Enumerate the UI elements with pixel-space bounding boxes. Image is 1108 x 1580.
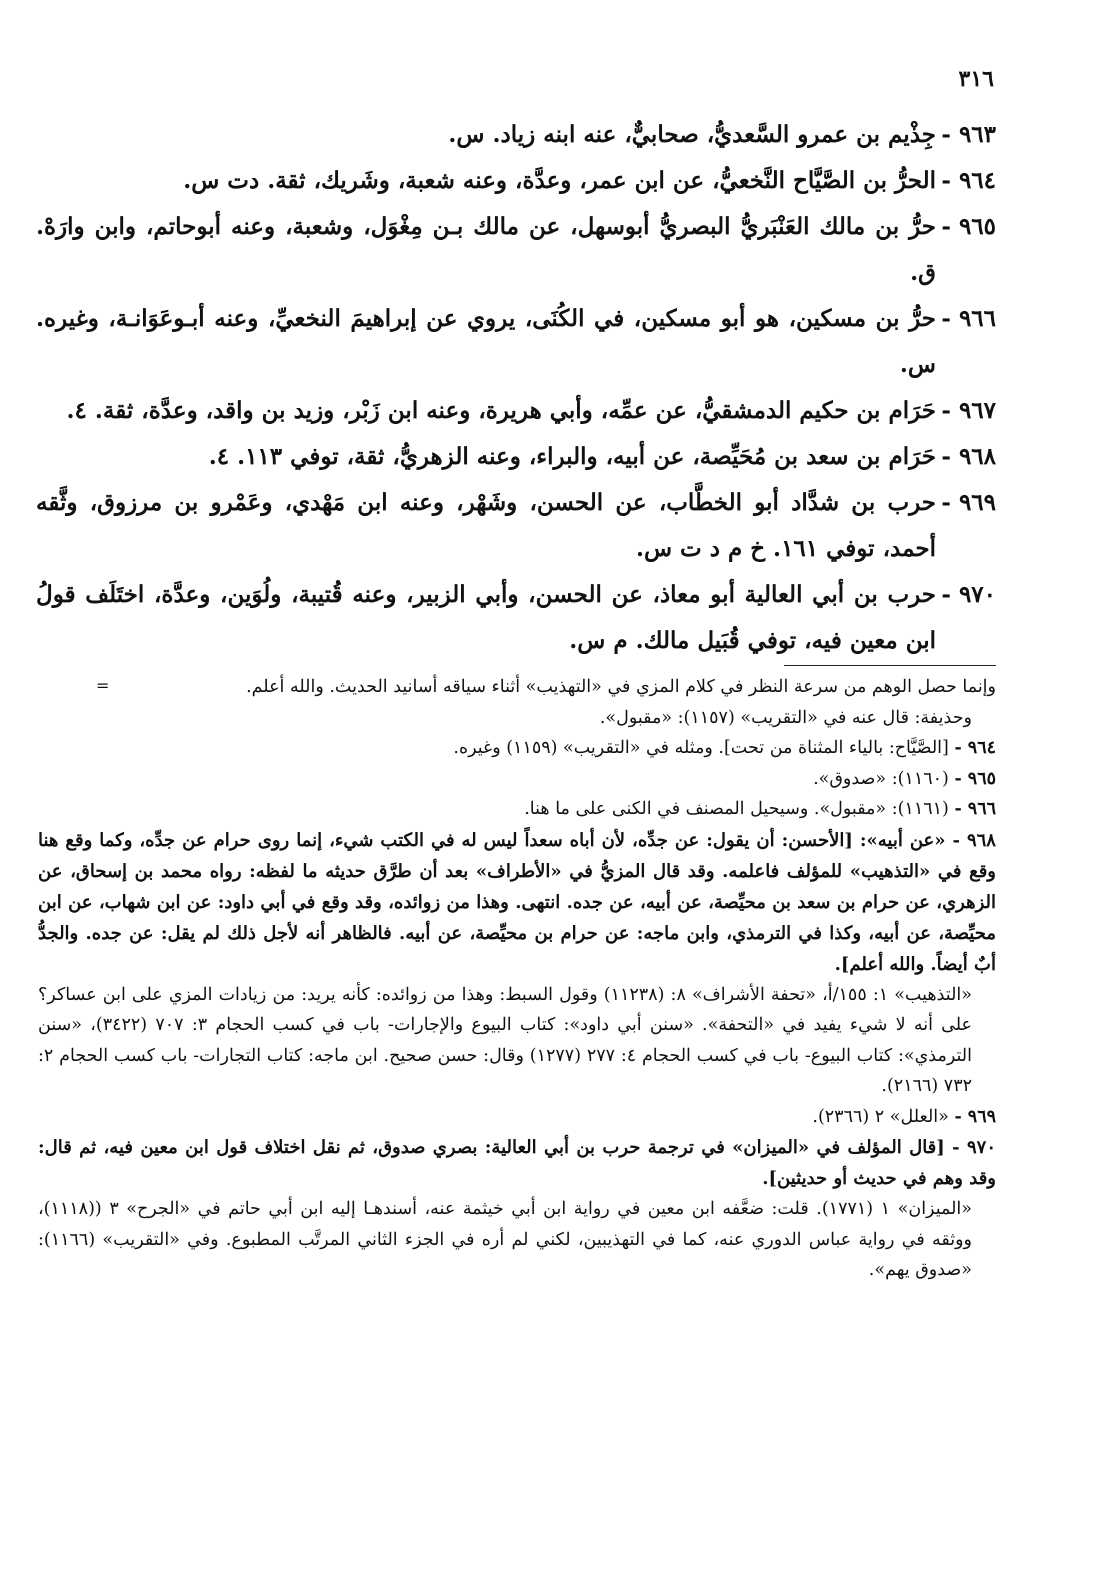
entry-number: ٩٦٤ - <box>941 167 996 194</box>
entry-number: ٩٧٠ - <box>941 581 996 608</box>
footnote-divider <box>784 665 996 666</box>
note-970-sources <box>38 1194 996 1286</box>
note-964 <box>38 733 996 764</box>
note-number: ٩٦٥ - <box>954 768 996 789</box>
note-966 <box>38 794 996 825</box>
entry-text: حرُّ بن مسكين، هو أبو مسكين، في الكُنَى، يروي عن إبراهيمَ النخعيِّ، وعنه أبـوعَوَانـة، وغيره. س. <box>36 305 936 378</box>
note-number: ٩٦٩ - <box>954 1106 996 1127</box>
entry-965 <box>36 204 996 296</box>
note-number: ٩٦٨ - <box>952 829 996 851</box>
entry-text: جِذْيم بن عمرو السَّعديُّ، صحابيٌّ، عنه ابنه زياد. س. <box>448 121 936 148</box>
entry-964 <box>36 158 996 204</box>
main-text <box>36 112 996 664</box>
entry-text: حَرَام بن حكيم الدمشقيُّ، عن عمِّه، وأبي هريرة، وعنه ابن زَبْر، وزيد بن واقد، وعدَّة، ثقة. ٤. <box>66 397 936 424</box>
entry-966 <box>36 296 996 388</box>
entry-969 <box>36 480 996 572</box>
note-968-sources <box>38 980 996 1102</box>
note-text: (١١٦١): «مقبول». وسيحيل المصنف في الكنى على ما هنا. <box>524 799 949 819</box>
note-970 <box>38 1132 996 1194</box>
entry-968 <box>36 434 996 480</box>
entry-number: ٩٦٦ - <box>941 305 996 332</box>
note-number: ٩٦٤ - <box>954 738 996 758</box>
entry-text: حَرَام بن سعد بن مُحَيِّصة، عن أبيه، والبراء، وعنه الزهريُّ، ثقة، توفي ١١٣. ٤. <box>208 443 936 470</box>
footnotes <box>38 672 996 1286</box>
note-text: وحذيفة: قال عنه في «التقريب» (١١٥٧): «مقبول». <box>599 707 972 728</box>
note-number: ٩٧٠ - <box>952 1137 996 1158</box>
entry-text: حرب بن أبي العالية أبو معاذ، عن الحسن، وأبي الزبير، وعنه قُتيبة، ولُوَين، وعدَّة، اختَلَف قولُ ابن معين فيه، توفي قُبَيل مالك. م س. <box>36 581 936 654</box>
entry-number: ٩٦٨ - <box>941 443 996 470</box>
note-text: [قال المؤلف في «الميزان» في ترجمة حرب بن أبي العالية: بصري صدوق، ثم نقل اختلاف قول ابن معين فيه، ثم قال: وقد وهم في حديث أو حديثين]. <box>38 1137 996 1189</box>
note-969 <box>38 1102 996 1133</box>
entry-number: ٩٦٧ - <box>941 397 996 424</box>
entry-970 <box>36 572 996 664</box>
entry-963 <box>36 112 996 158</box>
entry-text: حرُّ بن مالك العَنْبَريُّ البصريُّ أبوسهل، عن مالك بـن مِغْوَل، وشعبة، وعنه أبوحاتم، وابن وارَهْ. ق. <box>36 213 936 286</box>
note-text: «الميزان» ١ (١٧٧١). قلت: ضعَّفه ابن معين في رواية ابن أبي خيثمة عنه، أسندهـا إليه ابن أبي حاتم في «الجرح» ٣ ((١١١٨)، ووثقه في رواية عباس الدوري عنه، كما في التهذيبين، لكني لم أره في الجزء الثاني المرتَّب المطبوع. وفي «التقريب» (١١٦٦): «صدوق يهم». <box>38 1199 973 1280</box>
entry-967 <box>36 388 996 434</box>
note-text: «التذهيب» ١: ١٥٥/أ، «تحفة الأشراف» ٨: (١١٢٣٨) وقول السبط: وهذا من زوائده: كأنه يريد: من زيادات المزي على ابن عساكر؟ على أنه لا شيء يفيد في «التحفة». «سنن أبي داود»: كتاب البيوع والإجارات- باب في كسب الحجام ٣: ٧٠٧ (٣٤٢٢)، «سنن الترمذي»: كتاب البيوع- باب في كسب الحجام ٤: ٢٧٧ (١٢٧٧) وقال: حسن صحيح. ابن ماجه: كتاب التجارات- باب كسب الحجام ٢: ٧٣٢ (٢١٦٦). <box>38 984 973 1096</box>
continuation-marker: = <box>96 676 110 695</box>
entry-text: الحرُّ بن الصَّيَّاح النَّخعيُّ، عن ابن عمر، وعدَّة، وعنه شعبة، وشَريك، ثقة. دت س. <box>183 167 936 194</box>
note-text: «عن أبيه»: [الأحسن: أن يقول: عن جدِّه، لأن أباه سعداً ليس له في الكتب شيء، إنما روى حرام عن جدِّه، وكما وقع هنا وقع في «التذهيب» للمؤلف فاعلمه. وقد قال المزيُّ في «الأطراف» بعد أن طرَّق حديثه ما لفظه: رواه محمد بن إسحاق، عن الزهري، عن حرام بن سعد بن محيِّصة، عن أبيه، عن جده. انتهى. وهذا من زوائده، وقد وقع في أبي داود: عن ابن شهاب، عن ابن محيِّصة، عن أبيه، وكذا في الترمذي، وابن ماجه: عن حرام بن محيِّصة، عن أبيه. فالظاهر أنه لأجل ذلك لم يقل: عن جده. والجدُّ أبٌ أيضاً. والله أعلم]. <box>38 829 996 975</box>
note-text: [الصَّيَّاح: بالياء المثناة من تحت]. ومثله في «التقريب» (١١٥٩) وغيره. <box>453 738 949 758</box>
page-number: ٣١٦ <box>958 66 994 92</box>
note-text: وإنما حصل الوهم من سرعة النظر في كلام المزي في «التهذيب» أثناء سياقه أسانيد الحديث. والله أعلم. <box>246 677 996 697</box>
note-hudhayfa <box>38 703 996 734</box>
note-968 <box>38 825 996 980</box>
entry-number: ٩٦٥ - <box>941 213 996 240</box>
entry-number: ٩٦٩ - <box>941 489 996 516</box>
note-text: (١١٦٠): «صدوق». <box>813 768 949 789</box>
note-965 <box>38 764 996 795</box>
entry-text: حرب بن شدَّاد أبو الخطَّاب، عن الحسن، وشَهْر، وعنه ابن مَهْدي، وعَمْرو بن مرزوق، وثَّقه أحمد، توفي ١٦١. خ م د ت س. <box>36 489 936 562</box>
note-number: ٩٦٦ - <box>954 799 996 819</box>
note-text: «العلل» ٢ (٢٣٦٦). <box>812 1106 949 1127</box>
note-continuation <box>38 672 996 703</box>
entry-number: ٩٦٣ - <box>941 121 996 148</box>
